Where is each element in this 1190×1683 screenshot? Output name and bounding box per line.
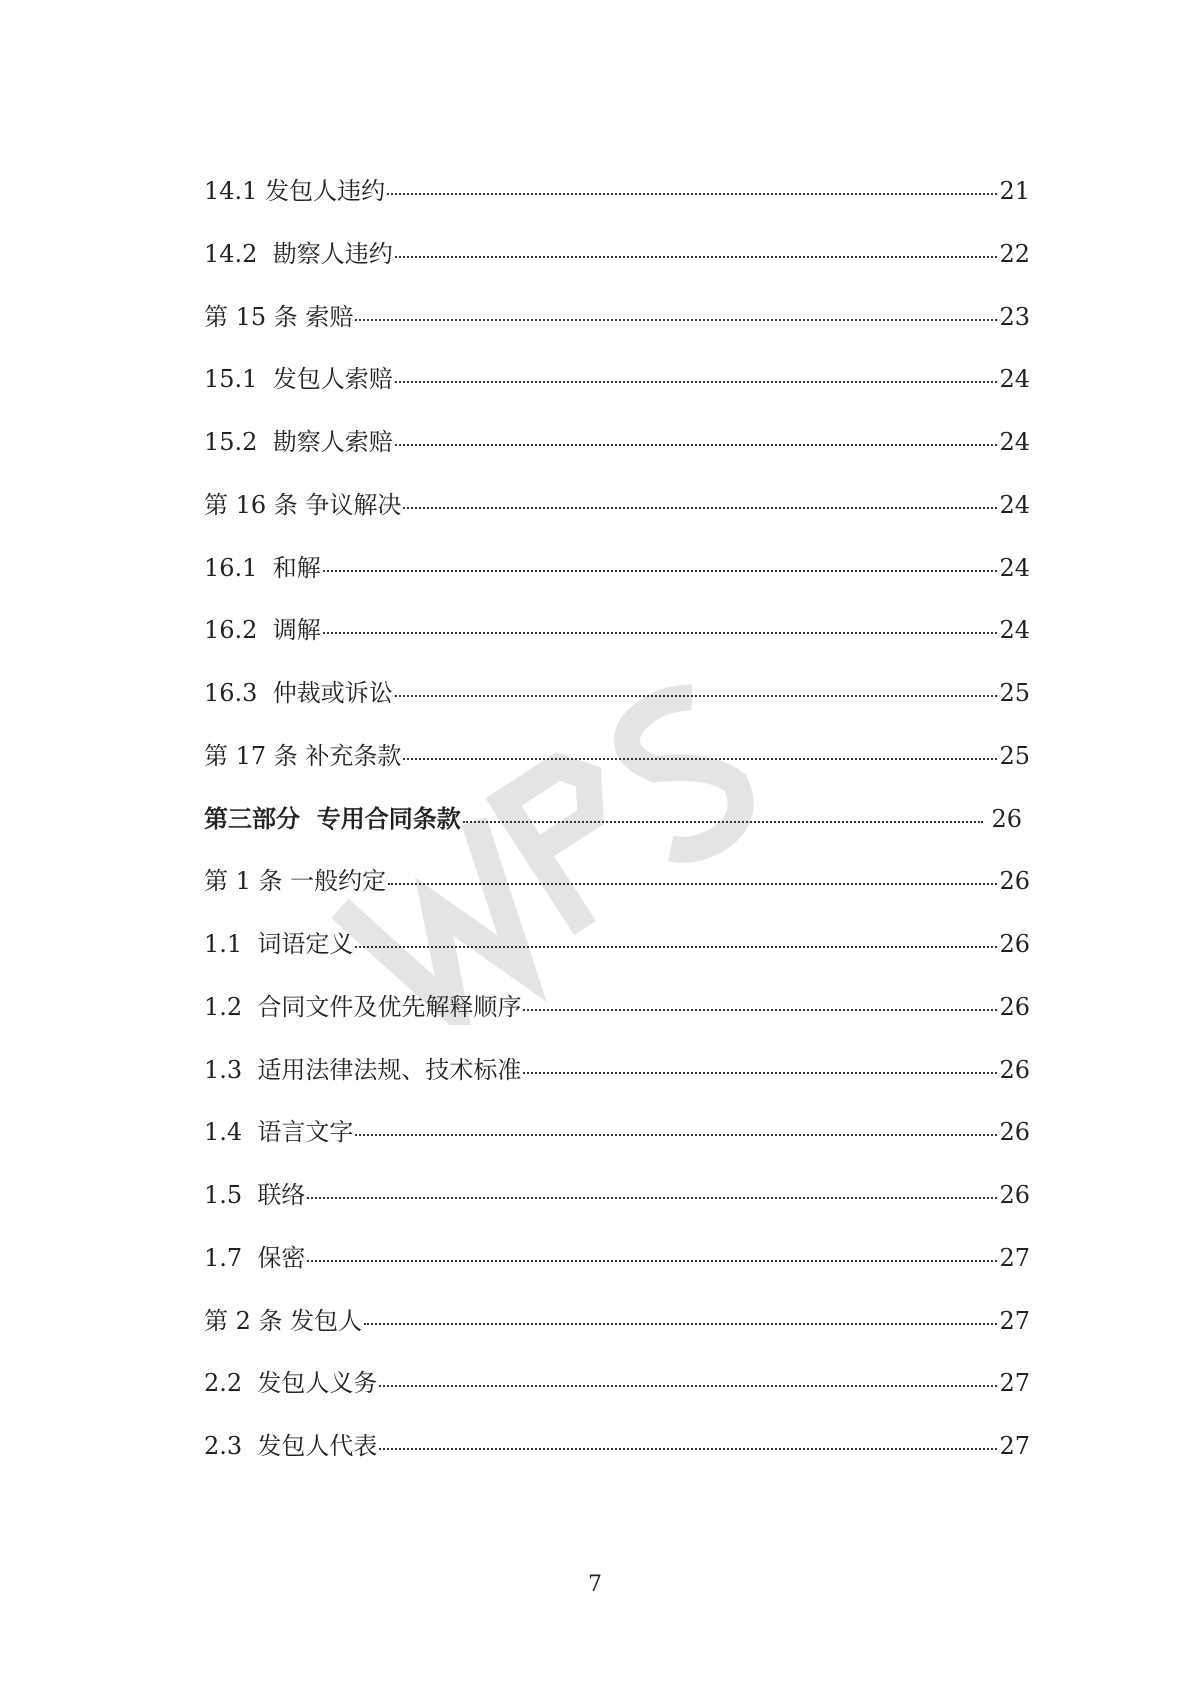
toc-entry-title: 第三部分 专用合同条款 bbox=[204, 803, 461, 833]
dot-leader bbox=[403, 507, 997, 509]
toc-entry-title: 2.3 发包人代表 bbox=[204, 1432, 378, 1460]
toc-entry[interactable] bbox=[204, 678, 1030, 741]
toc-entry-title: 第 2 条 发包人 bbox=[204, 1306, 363, 1335]
dot-leader bbox=[395, 256, 998, 258]
toc-entry-title: 16.1 和解 bbox=[204, 553, 321, 582]
toc-entry-page: 26 bbox=[999, 992, 1030, 1021]
toc-entry-page: 24 bbox=[999, 553, 1030, 582]
toc-entry[interactable] bbox=[204, 615, 1030, 678]
dot-leader bbox=[307, 1260, 997, 1262]
toc-entry-title: 2.2 发包人义务 bbox=[204, 1369, 378, 1398]
toc-entry[interactable] bbox=[204, 929, 1030, 992]
toc-entry[interactable] bbox=[204, 1055, 1030, 1118]
dot-leader bbox=[355, 319, 997, 321]
toc-entry-page: 25 bbox=[999, 741, 1030, 770]
toc-entry-title: 1.1 词语定义 bbox=[204, 930, 354, 958]
toc-entry-title: 1.3 适用法律法规、技术标准 bbox=[204, 1055, 522, 1084]
toc-entry-page: 26 bbox=[999, 1055, 1030, 1084]
toc-entry-title: 第 17 条 补充条款 bbox=[204, 741, 402, 770]
toc-entry-page: 25 bbox=[999, 679, 1030, 707]
dot-leader bbox=[307, 1197, 997, 1199]
toc-entry[interactable] bbox=[204, 804, 1030, 867]
dot-leader bbox=[323, 570, 998, 572]
toc-entry-title: 第 15 条 索赔 bbox=[204, 302, 354, 331]
toc-entry[interactable] bbox=[204, 1243, 1030, 1306]
dot-leader bbox=[395, 381, 998, 383]
toc-entry-title: 16.3 仲裁或诉讼 bbox=[204, 679, 393, 707]
dot-leader bbox=[323, 632, 998, 634]
dot-leader bbox=[395, 695, 998, 697]
dot-leader bbox=[387, 193, 997, 195]
dot-leader bbox=[379, 1385, 997, 1387]
toc-entry-page: 22 bbox=[999, 239, 1030, 268]
toc-entry[interactable] bbox=[204, 490, 1030, 553]
toc-entry-title: 14.2 勘察人违约 bbox=[204, 239, 393, 268]
toc-entry-page: 26 bbox=[999, 1118, 1030, 1147]
toc-entry-page: 27 bbox=[999, 1306, 1030, 1335]
page-number: 7 bbox=[588, 1572, 602, 1597]
toc-entry-title: 1.4 语言文字 bbox=[204, 1118, 354, 1147]
dot-leader bbox=[355, 1134, 997, 1136]
toc-entry[interactable] bbox=[204, 1117, 1030, 1180]
toc-entry-page: 27 bbox=[999, 1432, 1030, 1460]
toc-entry[interactable] bbox=[204, 176, 1030, 239]
toc-entry[interactable] bbox=[204, 866, 1030, 929]
toc-entry[interactable] bbox=[204, 741, 1030, 804]
dot-leader bbox=[395, 444, 998, 446]
toc-entry-page: 24 bbox=[999, 428, 1030, 456]
toc-entry-title: 15.2 勘察人索赔 bbox=[204, 428, 393, 456]
toc-entry[interactable] bbox=[204, 1306, 1030, 1369]
toc-entry-title: 14.1 发包人违约 bbox=[204, 177, 386, 205]
toc-entry[interactable] bbox=[204, 1431, 1030, 1494]
toc-entry-title: 1.7 保密 bbox=[204, 1243, 306, 1272]
toc-entry-title: 15.1 发包人索赔 bbox=[204, 365, 393, 394]
table-of-contents bbox=[204, 176, 1030, 1494]
toc-entry-page: 24 bbox=[999, 616, 1030, 645]
toc-entry[interactable] bbox=[204, 302, 1030, 365]
toc-entry[interactable] bbox=[204, 553, 1030, 616]
toc-entry-title: 第 1 条 一般约定 bbox=[204, 867, 387, 896]
toc-entry-page: 26 bbox=[999, 867, 1030, 896]
toc-entry[interactable] bbox=[204, 364, 1030, 427]
toc-entry-page: 26 bbox=[999, 1181, 1030, 1209]
toc-entry-page: 23 bbox=[999, 302, 1030, 331]
dot-leader bbox=[403, 758, 997, 760]
dot-leader bbox=[523, 1072, 997, 1074]
dot-leader bbox=[379, 1448, 997, 1450]
toc-entry[interactable] bbox=[204, 1368, 1030, 1431]
toc-entry[interactable] bbox=[204, 239, 1030, 302]
toc-entry[interactable] bbox=[204, 992, 1030, 1055]
toc-entry-page: 27 bbox=[999, 1243, 1030, 1272]
toc-entry-page: 26 bbox=[991, 804, 1022, 833]
dot-leader bbox=[523, 1009, 997, 1011]
toc-entry-page: 27 bbox=[999, 1369, 1030, 1398]
toc-entry-page: 24 bbox=[999, 490, 1030, 519]
toc-entry-title: 1.5 联络 bbox=[204, 1181, 306, 1209]
toc-entry-page: 21 bbox=[999, 177, 1030, 205]
toc-entry[interactable] bbox=[204, 427, 1030, 490]
dot-leader bbox=[364, 1323, 997, 1325]
toc-entry[interactable] bbox=[204, 1180, 1030, 1243]
toc-entry-title: 第 16 条 争议解决 bbox=[204, 490, 402, 519]
dot-leader bbox=[463, 821, 984, 823]
dot-leader bbox=[355, 946, 997, 948]
toc-entry-title: 1.2 合同文件及优先解释顺序 bbox=[204, 992, 522, 1021]
toc-entry-page: 26 bbox=[999, 930, 1030, 958]
dot-leader bbox=[388, 883, 997, 885]
toc-entry-title: 16.2 调解 bbox=[204, 616, 321, 645]
toc-entry-page: 24 bbox=[999, 365, 1030, 394]
